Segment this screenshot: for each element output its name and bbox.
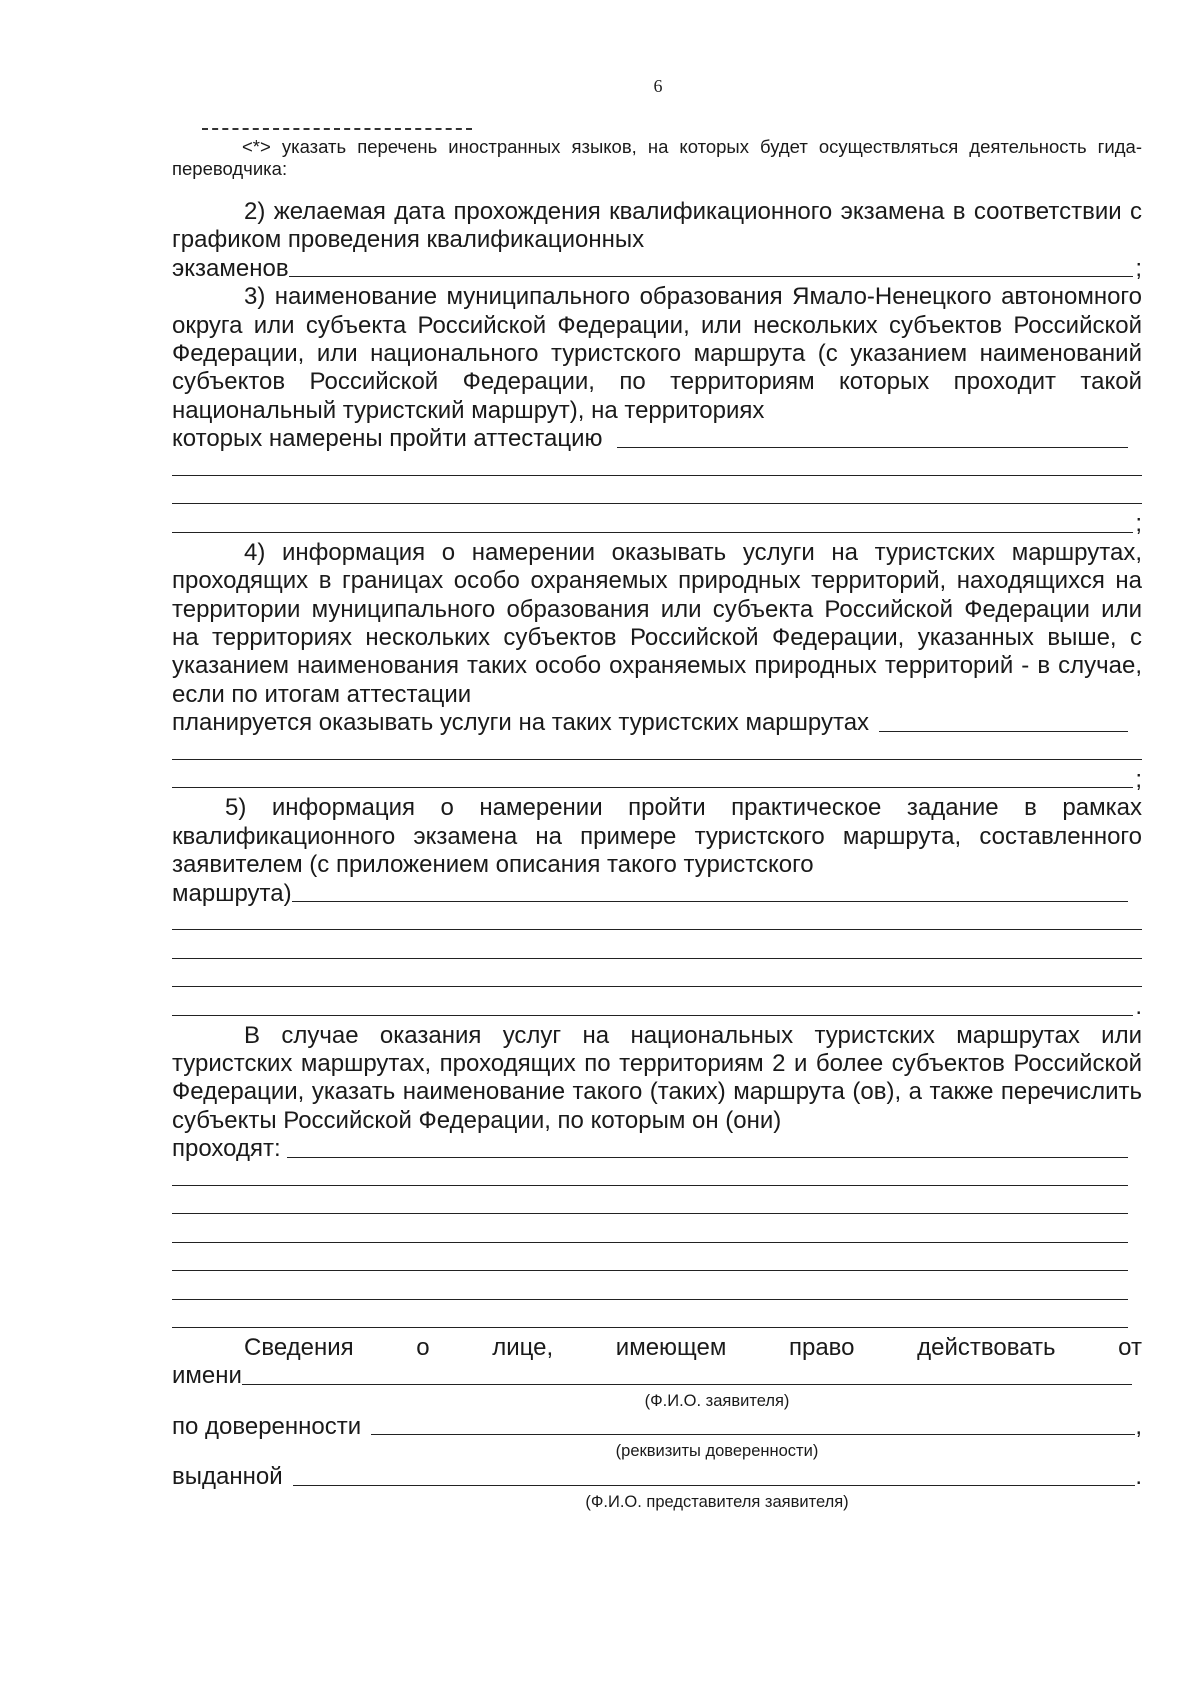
item-3-end: ; bbox=[1135, 510, 1142, 538]
national-routes-input-line-5[interactable] bbox=[172, 1270, 1128, 1271]
intro-word: действовать bbox=[917, 1333, 1056, 1361]
national-routes-blank-line-7 bbox=[172, 1306, 1142, 1334]
intro-word: право bbox=[788, 1333, 855, 1361]
proxy-row bbox=[172, 1413, 1142, 1441]
item-4-input-line-3[interactable] bbox=[172, 787, 1133, 788]
item-4-input-line-2[interactable] bbox=[172, 759, 1142, 760]
national-routes-input-line-1[interactable] bbox=[287, 1157, 1128, 1158]
item-4-text: 4) информация о намерении оказывать услуги на туристских маршрутах, проходящих в границах особо охраняемых природных территорий, находящихся на территории муниципального образования или субъекта Российской Федерации или на территориях нескольких субъектов Российской Федерации, указанных выше, с указанием наименования таких особо охраняемых природных территорий - в случае, если по итогам аттестации bbox=[172, 538, 1142, 708]
page-number: 6 bbox=[653, 76, 663, 96]
item-3-input-line-4[interactable] bbox=[172, 532, 1133, 533]
item-3-blank-line-3 bbox=[172, 482, 1142, 510]
item-4-input-line-1[interactable] bbox=[879, 731, 1128, 732]
issued-input-line[interactable] bbox=[293, 1485, 1136, 1486]
applicant-name-caption: (Ф.И.О. заявителя) bbox=[644, 1391, 790, 1410]
footnote-separator bbox=[202, 128, 472, 130]
representative-intro bbox=[172, 1334, 1142, 1362]
item-5-input-line-4[interactable] bbox=[172, 986, 1142, 987]
proxy-label: по доверенности bbox=[172, 1412, 362, 1440]
issued-label: выданной bbox=[172, 1463, 283, 1491]
intro-word: о bbox=[416, 1333, 430, 1361]
intro-word: лице, bbox=[492, 1333, 554, 1361]
issued-row bbox=[172, 1463, 1142, 1491]
item-3-text: 3) наименование муниципального образования Ямало-Ненецкого автономного округа или субъекта Российской Федерации, или нескольких субъектов Российской Федерации, или национального туристского маршрута (с указанием наименований субъектов Российской Федерации, по территориям которых проходит такой национальный туристский маршрут), на территориях bbox=[172, 283, 1142, 424]
item-5-input-line-5[interactable] bbox=[172, 1015, 1133, 1016]
national-routes-blank-line-4 bbox=[172, 1220, 1142, 1248]
item-5-blank-line-5 bbox=[172, 993, 1142, 1021]
national-routes-blank-line-6 bbox=[172, 1277, 1142, 1305]
item-3-input-line-2[interactable] bbox=[172, 475, 1142, 476]
item-4-end: ; bbox=[1135, 766, 1142, 793]
national-routes-blank-line-5 bbox=[172, 1249, 1142, 1277]
footnote-text: <*> указать перечень иностранных языков, на которых будет осуществляться деятельность гида-переводчика: bbox=[172, 136, 1142, 179]
item-5-label-line bbox=[172, 880, 1142, 908]
document-body bbox=[172, 120, 1142, 1514]
item-4-blank-line-3 bbox=[172, 766, 1142, 794]
item-5-blank-line-4 bbox=[172, 965, 1142, 993]
intro-word: от bbox=[1118, 1333, 1142, 1361]
item-2-text: 2) желаемая дата прохождения квалификационного экзамена в соответствии с графиком проведения квалификационных bbox=[172, 198, 1142, 254]
item-5-end: . bbox=[1135, 993, 1142, 1021]
item-5-blank-line-3 bbox=[172, 936, 1142, 964]
national-routes-text: В случае оказания услуг на национальных туристских маршрутах или туристских маршрутах, проходящих по территориям 2 и более субъектов Российской Федерации, указать наименование такого (таких) маршрута (ов), а также перечислить субъекты Российской Федерации, по которым он (они) bbox=[172, 1021, 1142, 1134]
item-5-label: маршрута) bbox=[172, 879, 292, 907]
intro-word: имеющем bbox=[615, 1333, 727, 1361]
national-routes-input-line-2[interactable] bbox=[172, 1185, 1128, 1186]
national-routes-label: проходят: bbox=[172, 1135, 281, 1163]
item-5-text: 5) информация о намерении пройти практическое задание в рамках квалификационного экзамена на примере туристского маршрута, составленного заявителем (с приложением описания такого туристского bbox=[172, 794, 1142, 879]
item-2-last-line bbox=[172, 255, 1142, 283]
issued-end: . bbox=[1135, 1463, 1142, 1491]
national-routes-blank-line-2 bbox=[172, 1164, 1142, 1192]
item-2-end: ; bbox=[1135, 254, 1142, 282]
name-label: имени bbox=[172, 1362, 242, 1390]
item-5-input-line-3[interactable] bbox=[172, 958, 1142, 959]
proxy-input-line[interactable] bbox=[371, 1434, 1135, 1435]
item-4-label: планируется оказывать услуги на таких туристских маршрутах bbox=[172, 709, 870, 737]
intro-word: Сведения bbox=[244, 1333, 354, 1361]
item-3-input-line-3[interactable] bbox=[172, 503, 1142, 504]
item-3-input-line-1[interactable] bbox=[617, 447, 1128, 448]
national-routes-input-line-4[interactable] bbox=[172, 1242, 1128, 1243]
national-routes-blank-line-3 bbox=[172, 1192, 1142, 1220]
item-5-blank-line-2 bbox=[172, 908, 1142, 936]
national-routes-input-line-3[interactable] bbox=[172, 1213, 1128, 1214]
item-5-input-line-1[interactable] bbox=[292, 901, 1128, 902]
national-routes-label-line bbox=[172, 1135, 1142, 1163]
national-routes-input-line-7[interactable] bbox=[172, 1327, 1128, 1328]
item-3-blank-line-4 bbox=[172, 510, 1142, 538]
applicant-name-row bbox=[172, 1362, 1142, 1390]
applicant-name-input-line[interactable] bbox=[242, 1384, 1132, 1385]
item-4-label-line bbox=[172, 709, 1142, 737]
item-2-input-line[interactable] bbox=[289, 276, 1134, 277]
item-2-label: экзаменов bbox=[172, 254, 289, 282]
item-4-blank-line-2 bbox=[172, 738, 1142, 766]
issued-caption: (Ф.И.О. представителя заявителя) bbox=[585, 1492, 849, 1511]
proxy-end: , bbox=[1135, 1412, 1142, 1440]
item-3-label-line bbox=[172, 425, 1142, 453]
national-routes-input-line-6[interactable] bbox=[172, 1299, 1128, 1300]
proxy-caption: (реквизиты доверенности) bbox=[615, 1442, 819, 1461]
item-5-input-line-2[interactable] bbox=[172, 929, 1142, 930]
item-3-label: которых намерены пройти аттестацию bbox=[172, 425, 603, 453]
item-3-blank-line-2 bbox=[172, 454, 1142, 482]
